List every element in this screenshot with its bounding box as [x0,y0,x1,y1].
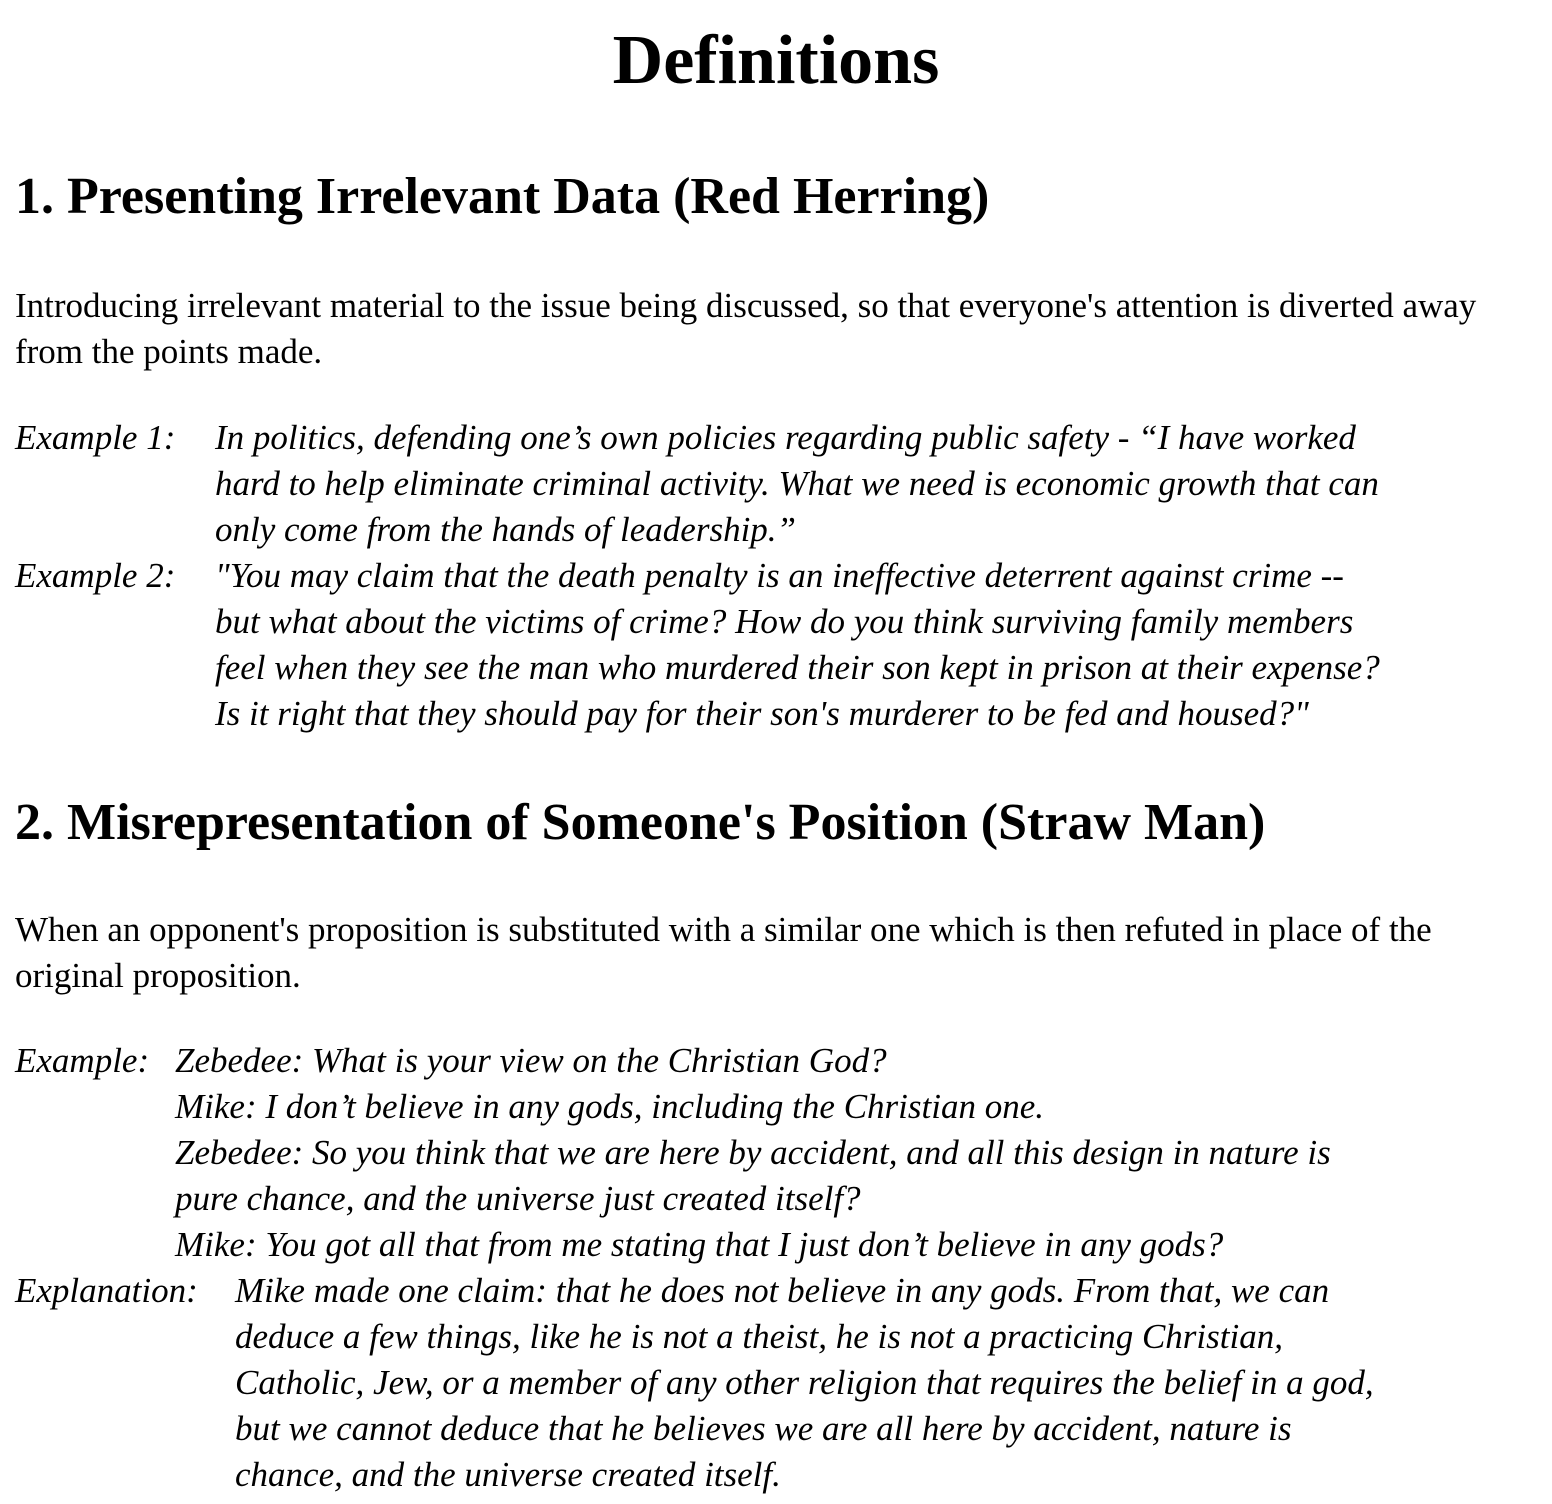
example-2 [15,553,1550,737]
explanation-line: chance, and the universe created itself. [235,1455,781,1494]
examples-straw-man [15,1038,1550,1498]
example-label: Example 2: [15,556,176,595]
explanation-line: Catholic, Jew, or a member of any other religion that requires the belief in a god, [235,1363,1374,1402]
example-label: Example: [15,1041,150,1080]
dialogue-line: pure chance, and the universe just created itself? [175,1179,861,1218]
example-line: only come from the hands of leadership.” [215,510,797,549]
example-text [215,415,1550,553]
example-line: feel when they see the man who murdered their son kept in prison at their expense? [215,648,1380,687]
example-dialogue [15,1038,1550,1268]
dialogue-line: Mike: I don’t believe in any gods, including the Christian one. [175,1087,1044,1126]
example-line: but what about the victims of crime? How do you think surviving family members [215,602,1354,641]
example-line: hard to help eliminate criminal activity. What we need is economic growth that can [215,464,1379,503]
explanation [15,1268,1550,1498]
definition-straw-man: When an opponent's proposition is substituted with a similar one which is then refuted in place of the original proposition. [15,910,1432,995]
section-heading-straw-man: 2. Misrepresentation of Someone's Position (Straw Man) [15,794,1266,851]
page-title: Definitions [612,22,940,99]
explanation-line: but we cannot deduce that he believes we are all here by accident, nature is [235,1409,1292,1448]
example-line: "You may claim that the death penalty is an ineffective deterrent against crime -- [215,556,1344,595]
definition-red-herring: Introducing irrelevant material to the issue being discussed, so that everyone's attention is diverted away from the points made. [15,286,1477,371]
explanation-label: Explanation: [15,1271,198,1310]
example-1 [15,415,1550,553]
dialogue-line: Zebedee: So you think that we are here by accident, and all this design in nature is [175,1133,1331,1172]
examples-red-herring [15,415,1550,737]
explanation-line: Mike made one claim: that he does not believe in any gods. From that, we can [235,1271,1330,1310]
explanation-line: deduce a few things, like he is not a theist, he is not a practicing Christian, [235,1317,1283,1356]
example-text [215,553,1550,737]
dialogue-line: Zebedee: What is your view on the Christian God? [175,1041,887,1080]
dialogue-line: Mike: You got all that from me stating that I just don’t believe in any gods? [175,1225,1224,1264]
example-line: In politics, defending one’s own policies regarding public safety - “I have worked [215,418,1356,457]
example-line: Is it right that they should pay for their son's murderer to be fed and housed?" [215,694,1309,733]
explanation-text [235,1268,1550,1498]
example-text [175,1038,1550,1268]
section-heading-red-herring: 1. Presenting Irrelevant Data (Red Herring) [15,168,990,225]
example-label: Example 1: [15,418,176,457]
